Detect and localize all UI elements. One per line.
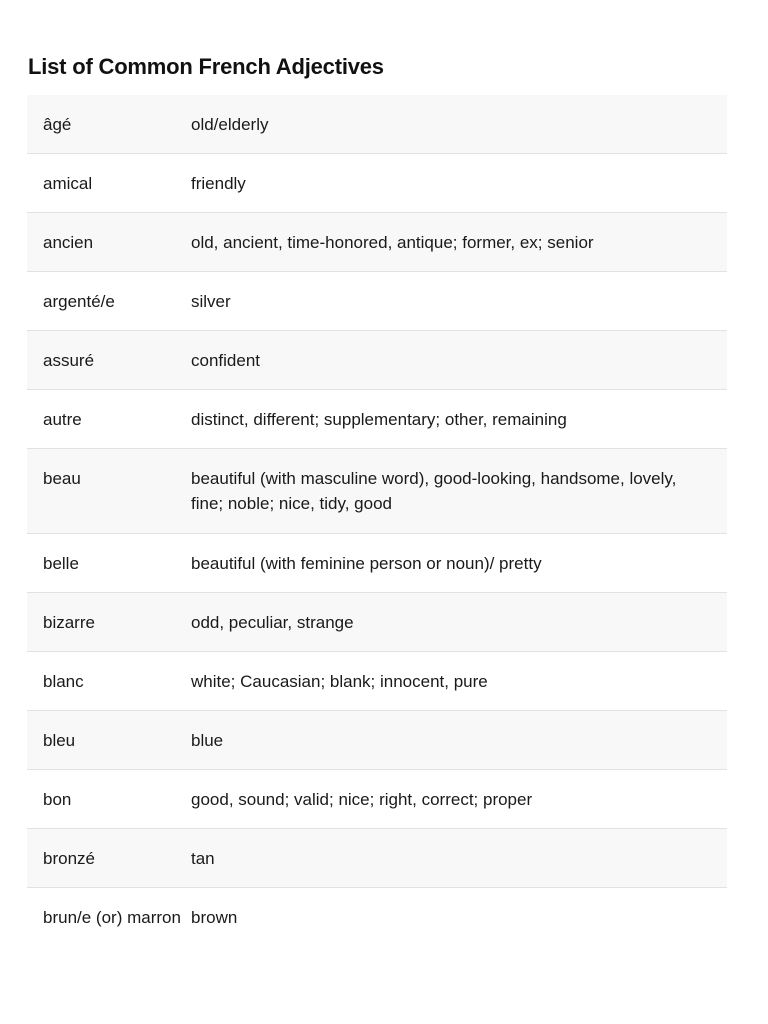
table-row xyxy=(27,770,727,829)
adjectives-table xyxy=(27,95,727,973)
french-word-cell: bon xyxy=(43,790,72,809)
table-row xyxy=(27,711,727,770)
french-word-cell: blanc xyxy=(43,672,84,691)
english-meaning-cell: beautiful (with masculine word), good-looking, handsome, lovely, fine; noble; nice, tidy, good xyxy=(191,469,677,513)
french-word-cell: âgé xyxy=(43,115,72,134)
english-meaning-cell: white; Caucasian; blank; innocent, pure xyxy=(191,672,488,691)
english-meaning-cell: tan xyxy=(191,849,215,868)
french-word-cell: argenté/e xyxy=(43,292,115,311)
table-row xyxy=(27,829,727,888)
table-row xyxy=(27,95,727,154)
table-row xyxy=(27,593,727,652)
french-word-cell: ancien xyxy=(43,233,94,252)
english-meaning-cell: silver xyxy=(191,292,231,311)
english-meaning-cell: odd, peculiar, strange xyxy=(191,613,354,632)
french-word-cell: bronzé xyxy=(43,849,95,868)
french-word-cell: bleu xyxy=(43,731,76,750)
table-row xyxy=(27,652,727,711)
english-meaning-cell: old, ancient, time-honored, antique; former, ex; senior xyxy=(191,233,594,252)
table-row xyxy=(27,213,727,272)
french-word-cell: bizarre xyxy=(43,613,95,632)
page-title: List of Common French Adjectives xyxy=(28,54,384,79)
english-meaning-cell: beautiful (with feminine person or noun)/ pretty xyxy=(191,554,542,573)
english-meaning-cell: confident xyxy=(191,351,260,370)
table-row xyxy=(27,449,727,534)
english-meaning-cell: friendly xyxy=(191,174,246,193)
french-word-cell: belle xyxy=(43,554,79,573)
french-word-cell: beau xyxy=(43,469,81,488)
table-row xyxy=(27,534,727,593)
table-row xyxy=(27,272,727,331)
table-row xyxy=(27,154,727,213)
english-meaning-cell: good, sound; valid; nice; right, correct; proper xyxy=(191,790,533,809)
french-word-cell: brun/e (or) marron xyxy=(43,908,181,927)
french-word-cell: amical xyxy=(43,174,93,193)
french-word-cell: autre xyxy=(43,410,82,429)
table-row xyxy=(27,390,727,449)
french-word-cell: assuré xyxy=(43,351,95,370)
english-meaning-cell: blue xyxy=(191,731,224,750)
table-row xyxy=(27,331,727,390)
english-meaning-cell: distinct, different; supplementary; other, remaining xyxy=(191,410,567,429)
table-row xyxy=(27,888,727,973)
english-meaning-cell: old/elderly xyxy=(191,115,269,134)
english-meaning-cell: brown xyxy=(191,908,238,927)
